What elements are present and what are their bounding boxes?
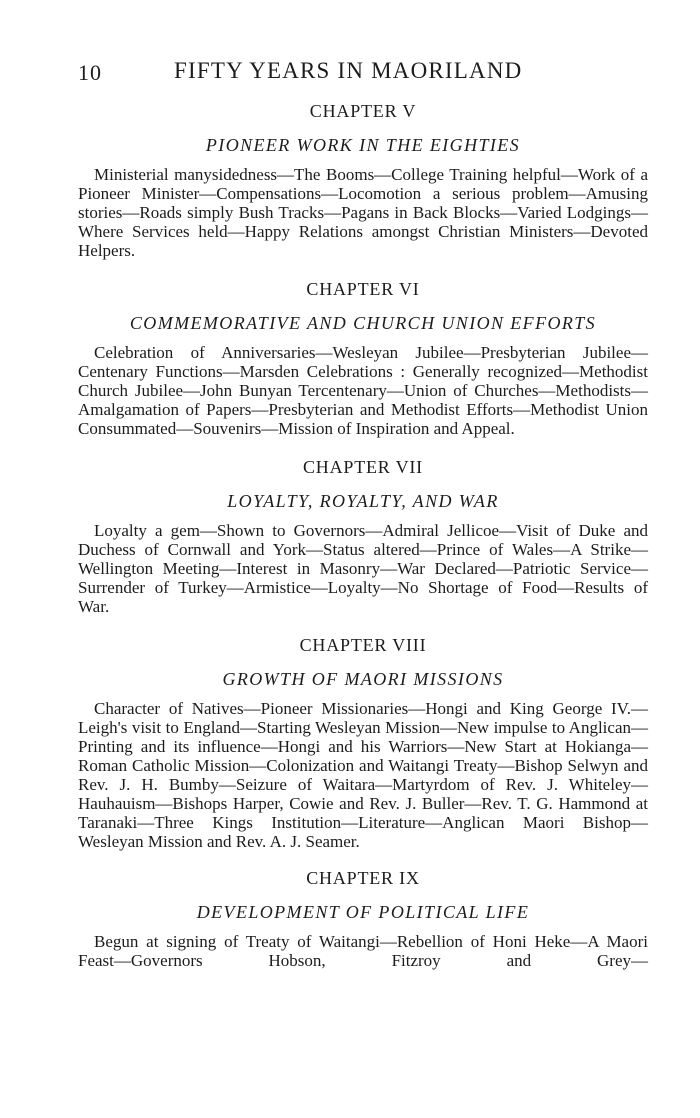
chapter-heading: CHAPTER VI <box>306 279 420 299</box>
chapter-title: LOYALTY, ROYALTY, AND WAR <box>227 491 499 511</box>
chapter-title: PIONEER WORK IN THE EIGHTIES <box>205 135 521 155</box>
chapter-summary: Loyalty a gem—Shown to Governors—Admiral Jellicoe—Visit of Duke and Duchess of Cornwall and York—Status altered—Prince of Wales—A Strike—Wellington Meeting—Interest in Masonry—War Declared—Patriotic Service—Surrender of Turkey—Armistice—Loyalty—No Shortage of Food—Results of War. <box>78 521 648 616</box>
chapter-heading: CHAPTER IX <box>306 868 420 888</box>
chapter-section-vi <box>78 276 648 438</box>
chapter-heading: CHAPTER VIII <box>299 635 427 655</box>
chapter-heading: CHAPTER V <box>309 101 417 121</box>
book-page <box>78 56 648 970</box>
chapter-heading: CHAPTER VII <box>303 457 423 477</box>
page-number: 10 <box>78 60 102 85</box>
chapter-section-viii <box>78 632 648 851</box>
chapter-section-v <box>78 98 648 260</box>
chapter-summary: Character of Natives—Pioneer Missionaries—Hongi and King George IV.—Leigh's visit to England—Starting Wesleyan Mission—New impulse to Anglican—Printing and its influence—Hongi and his Warriors—New Start at Hokianga—Roman Catholic Mission—Colonization and Waitangi Treaty—Bishop Selwyn and Rev. J. H. Bumby—Seizure of Waitara—Martyrdom of Rev. J. Whiteley—Hauhauism—Bishops Harper, Cowie and Rev. J. Buller—Rev. T. G. Hammond at Taranaki—Three Kings Institution—Literature—Anglican Maori Bishop—Wesleyan Mission and Rev. A. J. Seamer. <box>78 699 648 851</box>
running-header <box>78 56 648 94</box>
chapter-section-ix <box>78 865 648 970</box>
chapter-summary: Begun at signing of Treaty of Waitangi—Rebellion of Honi Heke—A Maori Feast—Governors Hobson, Fitzroy and Grey— <box>78 932 648 970</box>
chapter-title: COMMEMORATIVE AND CHURCH UNION EFFORTS <box>129 313 597 333</box>
running-title: FIFTY YEARS IN MAORILAND <box>174 58 523 83</box>
chapter-title: GROWTH OF MAORI MISSIONS <box>222 669 504 689</box>
chapter-title: DEVELOPMENT OF POLITICAL LIFE <box>196 902 530 922</box>
chapter-summary: Celebration of Anniversaries—Wesleyan Jubilee—Presbyterian Jubilee—Centenary Functions—Marsden Celebrations : Generally recognized—Methodist Church Jubilee—John Bunyan Tercentenary—Union of Churches—Methodists—Amalgamation of Papers—Presbyterian and Methodist Efforts—Methodist Union Consummated—Souvenirs—Mission of Inspiration and Appeal. <box>78 343 648 438</box>
chapter-section-vii <box>78 454 648 616</box>
chapter-summary: Ministerial manysidedness—The Booms—College Training helpful—Work of a Pioneer Minister—Compensations—Locomotion a serious problem—Amusing stories—Roads simply Bush Tracks—Pagans in Back Blocks—Varied Lodgings—Where Services held—Happy Relations amongst Christian Ministers—Devoted Helpers. <box>78 165 648 260</box>
